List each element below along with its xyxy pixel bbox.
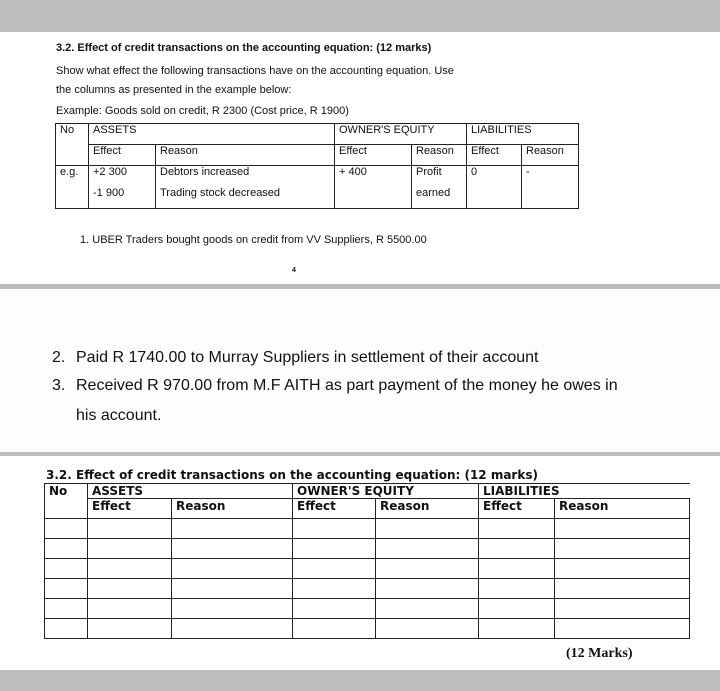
row2-assets-reason: Trading stock decreased bbox=[156, 187, 335, 209]
liab-effect-header: Effect bbox=[479, 499, 555, 519]
table-row bbox=[45, 579, 690, 599]
task-1-number: 1. bbox=[80, 234, 90, 246]
table-row bbox=[45, 559, 690, 579]
row1-liab-reason: - bbox=[522, 166, 579, 188]
row1-oe-reason: Profit bbox=[412, 166, 467, 188]
row2-oe-reason: earned bbox=[412, 187, 467, 209]
table-row bbox=[45, 519, 690, 539]
task-3-continuation-text: his account. bbox=[76, 407, 162, 424]
header-assets: ASSETS bbox=[89, 124, 335, 145]
task-3-text: Received R 970.00 from M.F AITH as part payment of the money he owes in bbox=[76, 377, 618, 394]
task-3-continuation bbox=[76, 407, 161, 425]
oe-effect-header: Effect bbox=[293, 499, 376, 519]
header-owners-equity: OWNER'S EQUITY bbox=[335, 124, 467, 145]
assets-effect-header: Effect bbox=[88, 499, 172, 519]
table-row bbox=[45, 599, 690, 619]
worksheet-top-panel bbox=[0, 32, 720, 284]
table-row bbox=[45, 539, 690, 559]
task-1 bbox=[80, 234, 427, 246]
header-assets: ASSETS bbox=[88, 484, 293, 499]
assets-effect-header: Effect bbox=[89, 145, 156, 166]
row2-no bbox=[56, 187, 89, 209]
total-marks: (12 Marks) bbox=[566, 646, 633, 661]
answer-table bbox=[44, 483, 690, 639]
answer-sheet-title: 3.2. Effect of credit transactions on the accounting equation: (12 marks) bbox=[46, 468, 538, 482]
task-2-number: 2. bbox=[52, 349, 66, 366]
oe-reason-header: Reason bbox=[376, 499, 479, 519]
oe-reason-header: Reason bbox=[412, 145, 467, 166]
row1-assets-reason: Debtors increased bbox=[156, 166, 335, 188]
header-no-blank bbox=[45, 499, 88, 519]
task-1-text: UBER Traders bought goods on credit from VV Suppliers, R 5500.00 bbox=[92, 234, 427, 246]
header-owners-equity: OWNER'S EQUITY bbox=[293, 484, 479, 499]
header-no-blank bbox=[56, 145, 89, 166]
assets-reason-header: Reason bbox=[156, 145, 335, 166]
row2-assets-effect: -1 900 bbox=[89, 187, 156, 209]
header-no: No bbox=[45, 484, 88, 499]
liab-reason-header: Reason bbox=[555, 499, 690, 519]
question-title: 3.2. Effect of credit transactions on the accounting equation: (12 marks) bbox=[56, 42, 432, 54]
table-row bbox=[45, 619, 690, 639]
eg-label: e.g. bbox=[56, 166, 89, 188]
liab-effect-header: Effect bbox=[467, 145, 522, 166]
row1-liab-effect: 0 bbox=[467, 166, 522, 188]
page-number: 4 bbox=[292, 267, 296, 274]
row1-assets-effect: +2 300 bbox=[89, 166, 156, 188]
header-liabilities: LIABILITIES bbox=[479, 484, 690, 499]
oe-effect-header: Effect bbox=[335, 145, 412, 166]
task-2-text: Paid R 1740.00 to Murray Suppliers in settlement of their account bbox=[76, 349, 539, 366]
assets-reason-header: Reason bbox=[172, 499, 293, 519]
row2-liab-reason bbox=[522, 187, 579, 209]
worksheet-middle-panel bbox=[0, 289, 720, 452]
liab-reason-header: Reason bbox=[522, 145, 579, 166]
row1-oe-effect: + 400 bbox=[335, 166, 412, 188]
example-table bbox=[55, 123, 579, 209]
answer-sheet-panel bbox=[0, 456, 720, 670]
task-3-number: 3. bbox=[52, 377, 66, 394]
instruction-line-2: the columns as presented in the example below: bbox=[56, 84, 292, 96]
header-no: No bbox=[56, 124, 89, 145]
row2-oe-effect bbox=[335, 187, 412, 209]
instruction-line-1: Show what effect the following transactions have on the accounting equation. Use bbox=[56, 65, 454, 77]
header-liabilities: LIABILITIES bbox=[467, 124, 579, 145]
row2-liab-effect bbox=[467, 187, 522, 209]
example-line: Example: Goods sold on credit, R 2300 (Cost price, R 1900) bbox=[56, 105, 349, 117]
